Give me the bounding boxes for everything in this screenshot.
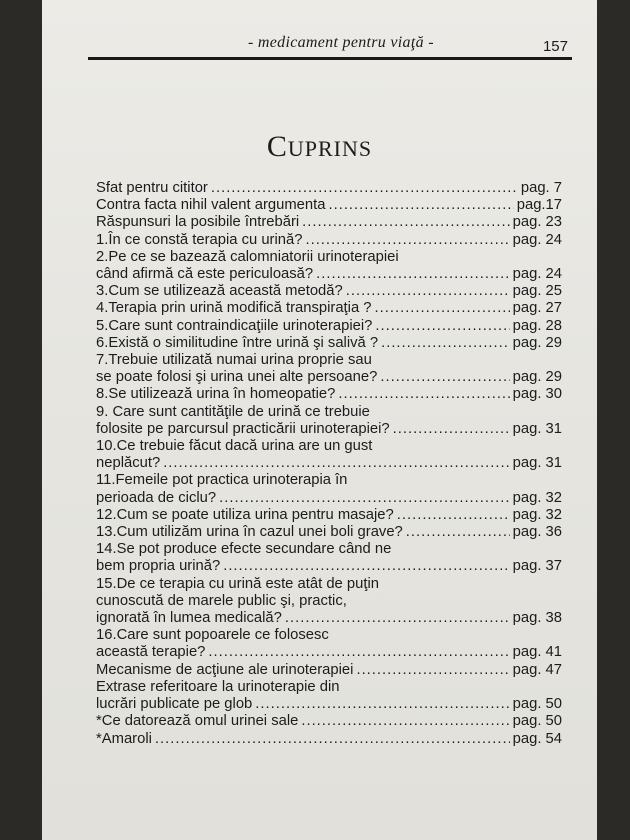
toc-entry-page: pag. 47: [512, 661, 562, 678]
dot-leader: [305, 232, 509, 249]
toc-entry: [96, 490, 562, 507]
toc-entry-page: pag. 7: [520, 180, 562, 196]
toc-entry-page: pag. 27: [512, 300, 562, 317]
toc-entry: [96, 455, 562, 472]
toc-entry: [96, 180, 562, 197]
toc-entry: [96, 214, 562, 231]
toc-entry: [96, 662, 562, 679]
dot-leader: [302, 214, 509, 231]
toc-entry-text: 10.Ce trebuie făcut dacă urina are un gust: [96, 438, 373, 455]
toc-entry-page: pag. 29: [512, 369, 562, 386]
table-of-contents: [96, 180, 562, 748]
dot-leader: [393, 421, 510, 438]
toc-entry-page: pag. 23: [512, 214, 562, 231]
dot-leader: [208, 644, 509, 661]
toc-entry-text: 7.Trebuie utilizată numai urina proprie sau: [96, 352, 372, 369]
toc-entry-text: 13.Cum utilizăm urina în cazul unei boli grave?: [96, 524, 403, 541]
toc-entry-text: Contra facta nihil valent argumenta: [96, 197, 326, 214]
toc-entry: [96, 576, 562, 593]
dot-leader: [301, 713, 509, 730]
toc-entry-page: pag. 54: [512, 730, 562, 747]
toc-entry-text: 4.Terapia prin urină modifică transpiraţia ?: [96, 300, 372, 317]
toc-entry: [96, 679, 562, 696]
toc-entry: [96, 558, 562, 575]
dot-leader: [219, 490, 510, 507]
toc-entry: [96, 283, 562, 300]
toc-entry-page: pag. 37: [512, 558, 562, 575]
dot-leader: [316, 266, 509, 283]
toc-entry-page: pag. 41: [512, 644, 562, 661]
toc-entry-page: pag. 50: [512, 713, 562, 730]
toc-entry-text: această terapie?: [96, 644, 206, 661]
toc-entry-page: pag. 24: [512, 231, 562, 248]
toc-entry-text: 14.Se pot produce efecte secundare când ne: [96, 541, 392, 558]
toc-entry: [96, 300, 562, 317]
toc-entry: [96, 610, 562, 627]
toc-entry-text: *Amaroli: [96, 730, 152, 747]
page-header: [86, 32, 572, 56]
toc-entry-text: când afirmă că este periculoasă?: [96, 266, 314, 283]
title-initial: C: [266, 130, 288, 163]
toc-entry: [96, 696, 562, 713]
dot-leader: [346, 283, 510, 300]
header-rule: [88, 57, 572, 60]
toc-entry-text: 1.În ce constă terapia cu urină?: [96, 231, 303, 248]
toc-entry-page: pag. 31: [512, 420, 562, 437]
toc-entry-text: 2.Pe ce se bazează calomniatorii urinoterapiei: [96, 248, 399, 265]
toc-entry-text: perioada de ciclu?: [96, 489, 217, 506]
dot-leader: [255, 696, 509, 713]
toc-entry: [96, 593, 562, 610]
dot-leader: [375, 300, 510, 317]
toc-entry-text: lucrări publicate pe glob: [96, 696, 253, 713]
toc-entry: [96, 266, 562, 283]
toc-entry-text: 15.De ce terapia cu urină este atât de puţin: [96, 575, 379, 592]
toc-entry-text: 6.Există o similitudine între urină şi salivă ?: [96, 334, 379, 351]
toc-entry: [96, 249, 562, 266]
dot-leader: [356, 662, 509, 679]
toc-entry: [96, 386, 562, 403]
toc-entry: [96, 541, 562, 558]
toc-entry-text: bem propria urină?: [96, 558, 221, 575]
dot-leader: [211, 180, 518, 197]
running-head: - medicament pentru viaţă -: [248, 34, 434, 51]
toc-entry-text: *Ce datorează omul urinei sale: [96, 713, 299, 730]
toc-entry-text: 11.Femeile pot practica urinoterapia în: [96, 472, 348, 489]
book-page: [42, 0, 597, 840]
toc-entry-page: pag. 38: [512, 610, 562, 627]
toc-entry: [96, 404, 562, 421]
toc-entry-text: 5.Care sunt contraindicaţiile urinoterapiei?: [96, 317, 373, 334]
toc-entry-page: pag. 32: [512, 506, 562, 523]
toc-entry-text: 9. Care sunt cantităţile de urină ce trebuie: [96, 403, 370, 420]
toc-entry: [96, 524, 562, 541]
dot-leader: [223, 558, 509, 575]
toc-entry-text: Mecanisme de acţiune ale urinoterapiei: [96, 661, 354, 678]
toc-entry: [96, 731, 562, 748]
toc-entry-page: pag. 25: [512, 283, 562, 300]
page-number: 157: [542, 38, 568, 55]
toc-entry: [96, 627, 562, 644]
toc-entry: [96, 335, 562, 352]
toc-entry-page: pag. 28: [512, 317, 562, 334]
title-rest: UPRINS: [287, 136, 373, 161]
toc-entry-text: 12.Cum se poate utiliza urina pentru masaje?: [96, 506, 394, 523]
toc-entry-text: 3.Cum se utilizează această metodă?: [96, 283, 343, 300]
toc-entry-page: pag. 31: [512, 455, 562, 472]
toc-entry-text: 16.Care sunt popoarele ce folosesc: [96, 627, 329, 644]
toc-entry-page: pag.17: [516, 197, 562, 214]
toc-entry-text: Răspunsuri la posibile întrebări: [96, 214, 300, 231]
toc-entry-page: pag. 29: [512, 334, 562, 351]
toc-entry-text: folosite pe parcursul practicării urinoterapiei?: [96, 420, 390, 437]
dot-leader: [155, 731, 510, 748]
dot-leader: [381, 335, 510, 352]
toc-entry-page: pag. 32: [512, 489, 562, 506]
toc-entry-page: pag. 50: [512, 696, 562, 713]
toc-entry-text: cunoscută de marele public şi, practic,: [96, 592, 347, 609]
dot-leader: [328, 197, 513, 214]
dot-leader: [406, 524, 510, 541]
toc-entry-text: 8.Se utilizează urina în homeopatie?: [96, 386, 336, 403]
toc-entry-page: pag. 30: [512, 386, 562, 403]
toc-entry: [96, 197, 562, 214]
toc-entry-text: Sfat pentru cititor: [96, 180, 208, 196]
dot-leader: [285, 610, 510, 627]
toc-entry: [96, 507, 562, 524]
toc-entry: [96, 352, 562, 369]
dot-leader: [375, 318, 509, 335]
toc-entry: [96, 472, 562, 489]
dot-leader: [338, 386, 509, 403]
toc-entry: [96, 713, 562, 730]
dot-leader: [163, 455, 509, 472]
toc-entry-page: pag. 24: [512, 266, 562, 283]
toc-entry-text: ignorată în lumea medicală?: [96, 610, 282, 627]
toc-entry-page: pag. 36: [512, 524, 562, 541]
dot-leader: [397, 507, 510, 524]
toc-entry: [96, 438, 562, 455]
dot-leader: [380, 369, 509, 386]
toc-entry-text: se poate folosi şi urina unei alte persoane?: [96, 369, 378, 386]
toc-entry: [96, 421, 562, 438]
toc-entry: [96, 644, 562, 661]
toc-entry-text: neplăcut?: [96, 455, 161, 472]
toc-entry: [96, 318, 562, 335]
toc-entry: [96, 369, 562, 386]
page-title: [42, 130, 597, 164]
toc-entry-text: Extrase referitoare la urinoterapie din: [96, 678, 340, 695]
toc-entry: [96, 232, 562, 249]
